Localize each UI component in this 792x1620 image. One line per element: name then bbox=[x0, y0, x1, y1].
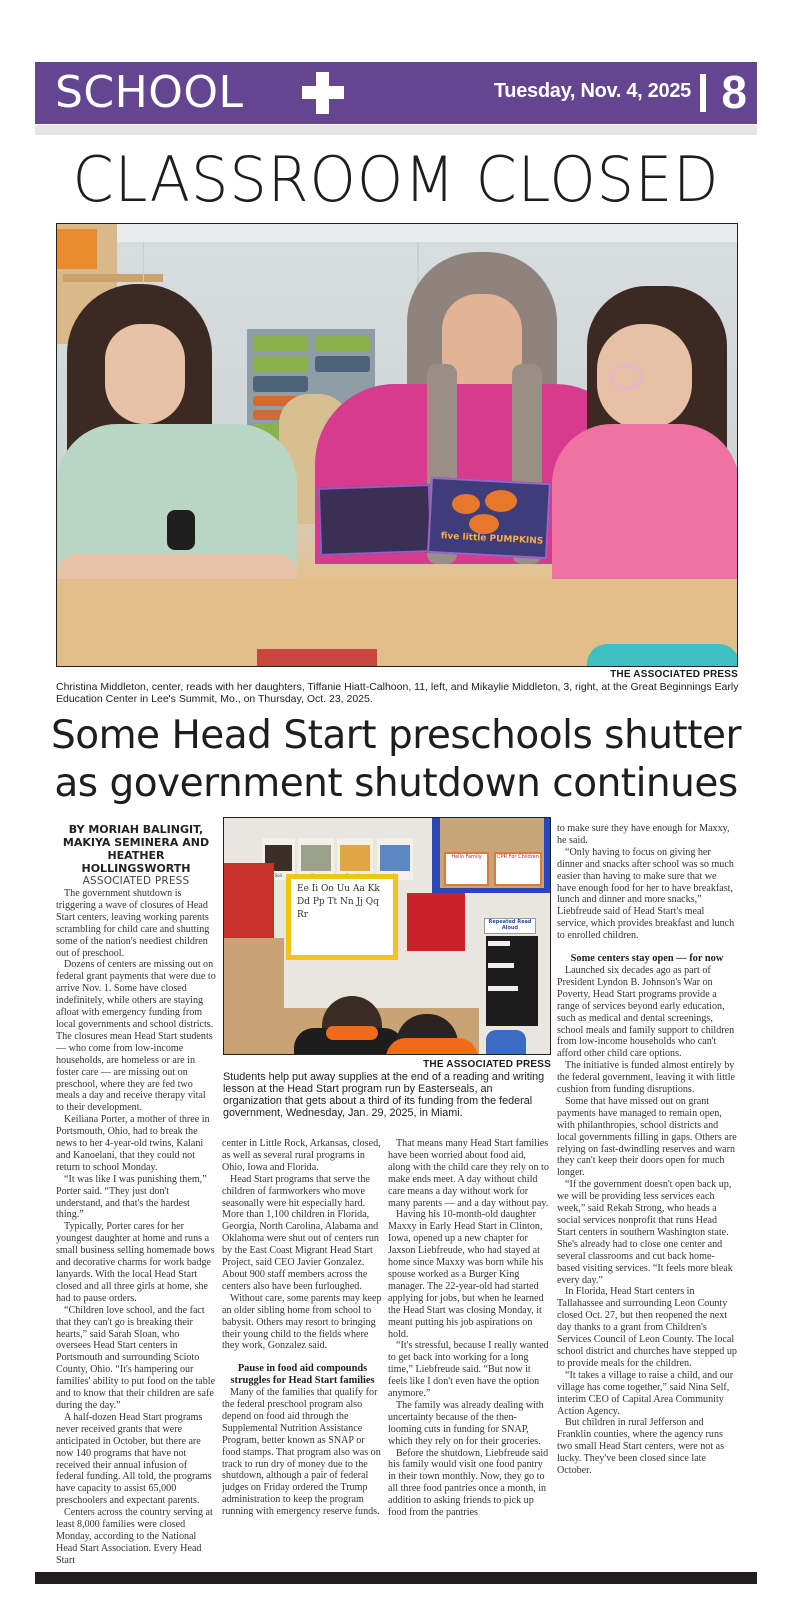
plants-need-posters: Soil bbox=[262, 838, 407, 886]
paragraph: to make sure they have enough for Maxxy, he said. bbox=[557, 823, 730, 846]
book-title: five little PUMPKINS bbox=[440, 531, 544, 547]
paragraph: Before the shutdown, Liebfreude said his family would visit one food pantry in their town monthly. Now, they go to all three food pantries once a month, in addition to asking friends to pick up food from the pantries bbox=[388, 1447, 549, 1519]
footer-bar bbox=[35, 1572, 757, 1584]
hello-family-sign: Hello Family bbox=[444, 852, 489, 886]
paragraph: “Only having to focus on giving her dinner and snacks after school was so much easier than having to make sure that we have enough food for her to have breakfast, lunch and dinner and more snacks,” Liebfreude said of Head Start's meal service, which provides breakfast and lunch to enrolled children. bbox=[557, 846, 735, 942]
repeated-read-aloud-sign: Repeated Read Aloud bbox=[484, 918, 536, 934]
kicker-title: CLASSROOM CLOSED bbox=[72, 143, 720, 216]
paragraph: “It takes a village to raise a child, and our village has come together,” said Nina Self, interim CEO of Capital Area Community Action Agency. bbox=[557, 1369, 734, 1417]
paragraph: Without care, some parents may keep an older sibling home from school to babysit. Others may resort to bringing their young child to the fields where they work, Gonzalez said. bbox=[222, 1292, 382, 1352]
paragraph: Keiliana Porter, a mother of three in Portsmouth, Ohio, had to break the news to her 4-year-old twins, Kalani and Kanoelani, that they could not return to school Monday. bbox=[56, 1114, 210, 1173]
paragraph: The government shutdown is triggering a wave of closures of Head Start centers, leaving working parents scrambling for child care and shutting some of the nation's neediest children out of preschool. bbox=[56, 888, 210, 959]
headline-line-2: as government shutdown continues bbox=[54, 761, 738, 806]
paragraph: Typically, Porter cares for her youngest daughter at home and runs a small business selling homemade bows and decorative charms for work badge lanyards. With the local Head Start closed and all three girls at home, she had to pause orders. bbox=[56, 1221, 215, 1304]
byline bbox=[56, 823, 216, 888]
paragraph: Many of the families that qualify for the federal preschool program also depend on food aid through the Supplemental Nutrition Assistance Program, better known as SNAP or food stamps. That program also was on track to run dry of money due to the shutdown, although a pair of federal judges on Friday ordered the Trump administration to keep the program running with emergency reserve funds. bbox=[222, 1387, 381, 1518]
headline-line-1: Some Head Start preschools shutter bbox=[50, 713, 742, 758]
main-photo bbox=[56, 223, 738, 667]
paragraph: Having his 10-month-old daughter Maxxy in Early Head Start in Clinton, Iowa, opened up a new chapter for Jaxson Liebfreude, who had stayed at home since Maxxy was born while his spouse worked as a Burger King manager. The 22-year-old had started applying for jobs, but when he learned the Head Start was closing Monday, it meant putting his job aspirations on hold. bbox=[388, 1209, 544, 1340]
paragraph: But children in rural Jefferson and Franklin counties, where the agency runs two small Head Start centers, were not as lucky. They've been closed since late October. bbox=[557, 1417, 725, 1477]
paragraph: Some that have missed out on grant payments have managed to remain open, with philanthropies, school districts and local governments filling in gaps. Others are relying on fast-dwindling reserves and warn they can't keep their doors open for much longer. bbox=[557, 1095, 737, 1179]
issue-date: Tuesday, Nov. 4, 2025 bbox=[493, 80, 691, 102]
plus-icon bbox=[302, 72, 344, 114]
paragraph: Head Start programs that serve the children of farmworkers who move seasonally were hit especially hard. More than 1,100 children in Florida, Georgia, North Carolina, Alabama and Oklahoma were shut out of centers run by the East Coast Migrant Head Start Project, said CEO Javier Gonzalez. About 900 staff members across the centers also have been furloughed. bbox=[222, 1173, 379, 1292]
banner-underline bbox=[35, 125, 757, 135]
paragraph: The initiative is funded almost entirely by the federal government, leaving it with little cushion from funding disruptions. bbox=[557, 1060, 735, 1096]
paragraph: Launched six decades ago as part of President Lyndon B. Johnson's War on Poverty, Head Start programs provide a range of services beyond early education, such as medical and dental screenings, school meals and family support to children from low-income households who can't afford other child care options. bbox=[557, 964, 735, 1060]
article-column-3 bbox=[388, 1138, 549, 1519]
paragraph: In Florida, Head Start centers in Tallahassee and surrounding Leon County closed Oct. 27, but then reopened the next day thanks to a grant from Children's Services Council of Leon County. The local school district and churches have stepped up to provide meals for the children. bbox=[557, 1286, 737, 1369]
photo-credit: THE ASSOCIATED PRESS bbox=[610, 669, 738, 680]
article-column-1 bbox=[56, 888, 216, 1567]
second-photo-credit: THE ASSOCIATED PRESS bbox=[423, 1059, 551, 1070]
article-column-4 bbox=[557, 823, 737, 1477]
second-photo-caption: Students help put away supplies at the end of a reading and writing lesson at the Head Start program run by Easterseals, an organization that gets about a third of its funding from the federal government, Wednesday, Jan. 29, 2025, in Miami. bbox=[223, 1071, 545, 1119]
whiteboard: Ee Ii Oo Uu Aa Kk Dd Pp Tt Nn Jj Qq Rr bbox=[286, 874, 398, 960]
paragraph: “It was like I was punishing them,” Porter said. “They just don't understand, and that's the hardest thing.” bbox=[56, 1173, 207, 1221]
paragraph: The family was already dealing with uncertainty because of the then-looming cuts in funding for SNAP, which they rely on for their groceries. bbox=[388, 1399, 544, 1447]
divider bbox=[700, 74, 706, 112]
subheading: Some centers stay open — for now bbox=[570, 953, 724, 965]
paragraph: Centers across the country serving at least 8,000 families were closed Monday, according to the National Head Start Association. Every Head Start bbox=[56, 1507, 213, 1566]
byline-agency: ASSOCIATED PRESS bbox=[82, 875, 190, 887]
paragraph: center in Little Rock, Arkansas, closed, as well as several rural programs in Ohio, Iowa and Florida. bbox=[222, 1138, 381, 1173]
paragraph: That means many Head Start families have been worried about food aid, along with the child care they rely on to make ends meet. A day without child care means a day without work for many parents — and a day without pay. bbox=[388, 1138, 549, 1209]
page-number: 8 bbox=[721, 66, 747, 118]
article-column-2 bbox=[222, 1138, 383, 1518]
paragraph: “Children love school, and the fact that they can't go is breaking their hearts,” said Sarah Sloan, who oversees Head Start centers in Portsmouth and surrounding Scioto County, Ohio. “It's hampering our families' ability to put food on the table and to know that their children are safe during the day.” bbox=[56, 1304, 216, 1411]
paragraph: “It's stressful, because I really wanted to get back into working for a long time,” Liebfreude said. “But now it feels like I don't even have the option anymore.” bbox=[388, 1340, 549, 1400]
cpr-sign: CPR For Children bbox=[494, 852, 542, 886]
section-banner bbox=[35, 62, 757, 124]
paragraph: Dozens of centers are missing out on federal grant payments that were due to arrive Nov. 1. Some have closed indefinitely, while others are staying afloat with emergency funding from local governments and school districts. The closures mean Head Start students — who come from low-income households, are homeless or are in foster care — are missing out on preschool, where they are fed two meals a day and receive therapy vital to their development. bbox=[56, 959, 216, 1114]
paragraph: A half-dozen Head Start programs never received grants that were anticipated in October, but there are now 140 programs that have not received their annual infusion of federal funding. All told, the programs have capacity to assist 65,000 preschoolers and expectant parents. bbox=[56, 1411, 212, 1507]
paragraph: “If the government doesn't open back up, we will be providing less services each week,” said Rekah Strong, who heads a social services nonprofit that runs Head Start centers in southern Washington state. She's already had to close one center and several classrooms and cut back home-based visiting services. “It feels more bleak every day.” bbox=[557, 1179, 733, 1286]
section-name: SCHOOL bbox=[55, 67, 244, 118]
second-photo bbox=[223, 817, 551, 1055]
subheading: Pause in food aid compounds struggles for Head Start families bbox=[230, 1363, 375, 1387]
byline-authors: BY MORIAH BALINGIT, MAKIYA SEMINERA AND HEATHER HOLLINGSWORTH bbox=[62, 823, 210, 875]
article-headline bbox=[35, 712, 757, 808]
photo-caption: Christina Middleton, center, reads with her daughters, Tiffanie Hiatt-Calhoon, 11, left, and Mikaylie Middleton, 3, right, at the Great Beginnings Early Education Center in Lee's Summit, Mo., on Thursday, Oct. 23, 2025. bbox=[56, 681, 739, 705]
